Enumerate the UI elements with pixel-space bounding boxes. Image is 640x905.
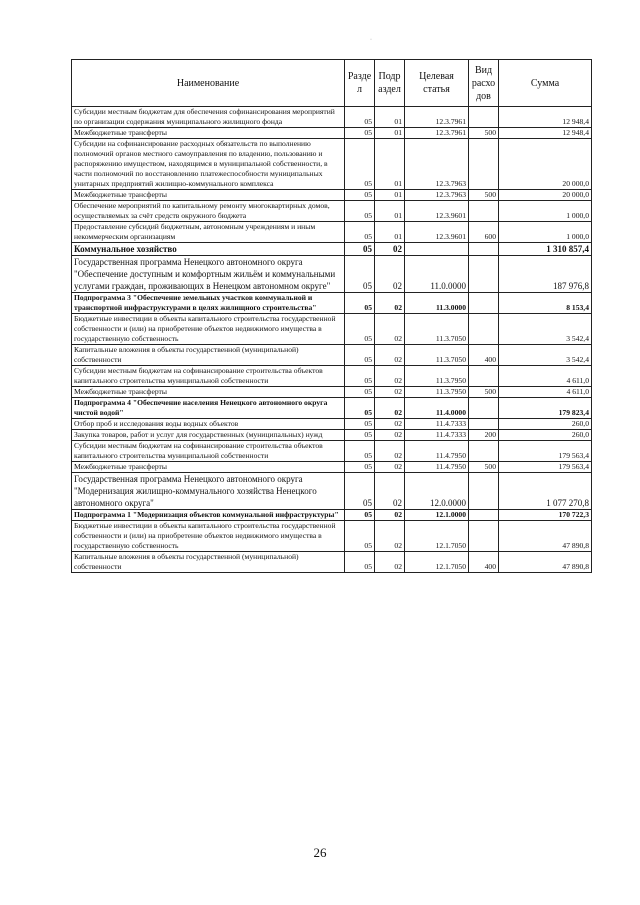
cell-summa: 20 000,0 — [499, 139, 592, 190]
cell-summa: 179 823,4 — [499, 398, 592, 419]
cell-name: Отбор проб и исследования воды водных объектов — [72, 419, 345, 430]
cell-celevaya: 11.4.7333 — [405, 430, 469, 441]
cell-podrazdel: 02 — [375, 473, 405, 510]
cell-summa: 47 890,8 — [499, 552, 592, 573]
cell-celevaya: 11.3.0000 — [405, 293, 469, 314]
cell-vid — [469, 510, 499, 521]
table-row — [72, 510, 592, 521]
cell-summa: 8 153,4 — [499, 293, 592, 314]
cell-podrazdel: 01 — [375, 107, 405, 128]
cell-vid: 200 — [469, 430, 499, 441]
cell-name: Капитальные вложения в объекты государственной (муниципальной) собственности — [72, 345, 345, 366]
header-summa: Сумма — [499, 60, 592, 107]
cell-name: Межбюджетные трансферты — [72, 128, 345, 139]
table-row — [72, 201, 592, 222]
cell-podrazdel: 02 — [375, 552, 405, 573]
cell-name: Межбюджетные трансферты — [72, 387, 345, 398]
cell-summa: 179 563,4 — [499, 441, 592, 462]
table-row — [72, 314, 592, 345]
cell-summa: 1 077 270,8 — [499, 473, 592, 510]
cell-razdel: 05 — [345, 510, 375, 521]
budget-table — [71, 59, 592, 573]
header-podrazdel: Подр аздел — [375, 60, 405, 107]
cell-vid — [469, 398, 499, 419]
cell-name: Подпрограмма 4 "Обеспечение населения Ненецкого автономного округа чистой водой" — [72, 398, 345, 419]
cell-name: Бюджетные инвестиции в объекты капитального строительства государственной собственности и (или) на приобретение объектов недвижимого имущества в государственную собственность — [72, 314, 345, 345]
cell-razdel: 05 — [345, 419, 375, 430]
cell-summa: 47 890,8 — [499, 521, 592, 552]
table-row — [72, 222, 592, 243]
table-row — [72, 419, 592, 430]
cell-name: Обеспечение мероприятий по капитальному ремонту многоквартирных домов, осуществляемых за счёт средств окружного бюджета — [72, 201, 345, 222]
table-row — [72, 345, 592, 366]
cell-razdel: 05 — [345, 387, 375, 398]
cell-vid: 400 — [469, 345, 499, 366]
cell-razdel: 05 — [345, 190, 375, 201]
cell-summa: 20 000,0 — [499, 190, 592, 201]
cell-razdel: 05 — [345, 222, 375, 243]
table-row — [72, 107, 592, 128]
table-row — [72, 441, 592, 462]
cell-podrazdel: 02 — [375, 510, 405, 521]
cell-razdel: 05 — [345, 293, 375, 314]
cell-razdel: 05 — [345, 430, 375, 441]
cell-vid — [469, 521, 499, 552]
cell-celevaya: 12.0.0000 — [405, 473, 469, 510]
cell-celevaya: 11.3.7050 — [405, 314, 469, 345]
cell-razdel: 05 — [345, 243, 375, 256]
cell-razdel: 05 — [345, 366, 375, 387]
cell-razdel: 05 — [345, 441, 375, 462]
cell-razdel: 05 — [345, 462, 375, 473]
header-celevaya: Целевая статья — [405, 60, 469, 107]
cell-celevaya: 11.4.7950 — [405, 441, 469, 462]
cell-celevaya: 12.3.7961 — [405, 128, 469, 139]
cell-name: Капитальные вложения в объекты государственной (муниципальной) собственности — [72, 552, 345, 573]
cell-summa: 170 722,3 — [499, 510, 592, 521]
cell-podrazdel: 02 — [375, 398, 405, 419]
table-row — [72, 462, 592, 473]
cell-podrazdel: 02 — [375, 419, 405, 430]
cell-podrazdel: 02 — [375, 387, 405, 398]
cell-razdel: 05 — [345, 473, 375, 510]
table-row — [72, 139, 592, 190]
cell-vid: 500 — [469, 190, 499, 201]
cell-podrazdel: 01 — [375, 201, 405, 222]
table-row — [72, 521, 592, 552]
cell-celevaya: 12.3.7963 — [405, 190, 469, 201]
cell-vid: 500 — [469, 387, 499, 398]
cell-summa: 3 542,4 — [499, 314, 592, 345]
cell-vid — [469, 419, 499, 430]
cell-summa: 187 976,8 — [499, 256, 592, 293]
cell-summa: 4 611,0 — [499, 366, 592, 387]
cell-razdel: 05 — [345, 314, 375, 345]
cell-name: Подпрограмма 1 "Модернизация объектов коммунальной инфраструктуры" — [72, 510, 345, 521]
table-row — [72, 473, 592, 510]
table-row — [72, 398, 592, 419]
cell-name: Коммунальное хозяйство — [72, 243, 345, 256]
cell-name: Субсидии на софинансирование расходных обязательств по выполнению полномочий органов местного самоуправления по владению, пользованию и распоряжению имуществом, находящимся в муниципальной собственности, в части полномочий по восстановлению платежеспособности муниципальных унитарных предприятий жилищно-коммунального комплекса — [72, 139, 345, 190]
cell-name: Подпрограмма 3 "Обеспечение земельных участков коммунальной и транспортной инфраструктурами в целях жилищного строительства" — [72, 293, 345, 314]
cell-celevaya: 12.1.7050 — [405, 521, 469, 552]
header-razdel: Разде л — [345, 60, 375, 107]
cell-podrazdel: 01 — [375, 190, 405, 201]
cell-name: Субсидии местным бюджетам для обеспечения софинансирования мероприятий по организации содержания муниципального жилищного фонда — [72, 107, 345, 128]
cell-name: Субсидии местным бюджетам на софинансирование строительства объектов капитального строительства муниципальной собственности — [72, 441, 345, 462]
cell-celevaya: 12.3.7961 — [405, 107, 469, 128]
cell-vid — [469, 256, 499, 293]
cell-vid — [469, 441, 499, 462]
cell-podrazdel: 02 — [375, 314, 405, 345]
page-mark: · — [370, 37, 372, 43]
cell-summa: 12 948,4 — [499, 107, 592, 128]
cell-razdel: 05 — [345, 256, 375, 293]
cell-celevaya: 11.3.7950 — [405, 387, 469, 398]
cell-celevaya: 11.4.0000 — [405, 398, 469, 419]
cell-podrazdel: 02 — [375, 441, 405, 462]
cell-summa: 3 542,4 — [499, 345, 592, 366]
cell-celevaya: 11.0.0000 — [405, 256, 469, 293]
cell-name: Закупка товаров, работ и услуг для государственных (муниципальных) нужд — [72, 430, 345, 441]
cell-podrazdel: 02 — [375, 345, 405, 366]
header-name: Наименование — [72, 60, 345, 107]
cell-celevaya: 12.3.9601 — [405, 201, 469, 222]
cell-vid — [469, 473, 499, 510]
cell-celevaya: 12.1.0000 — [405, 510, 469, 521]
cell-celevaya: 11.4.7333 — [405, 419, 469, 430]
cell-celevaya — [405, 243, 469, 256]
cell-celevaya: 11.3.7050 — [405, 345, 469, 366]
cell-razdel: 05 — [345, 521, 375, 552]
cell-vid — [469, 314, 499, 345]
cell-razdel: 05 — [345, 552, 375, 573]
cell-name: Субсидии местным бюджетам на софинансирование строительства объектов капитального строительства муниципальной собственности — [72, 366, 345, 387]
cell-vid: 500 — [469, 462, 499, 473]
cell-podrazdel: 02 — [375, 430, 405, 441]
cell-vid: 600 — [469, 222, 499, 243]
cell-vid — [469, 293, 499, 314]
cell-summa: 4 611,0 — [499, 387, 592, 398]
cell-summa: 260,0 — [499, 430, 592, 441]
cell-podrazdel: 02 — [375, 256, 405, 293]
cell-vid — [469, 139, 499, 190]
table-row — [72, 256, 592, 293]
cell-name: Межбюджетные трансферты — [72, 190, 345, 201]
cell-celevaya: 11.3.7950 — [405, 366, 469, 387]
table-row — [72, 387, 592, 398]
table-row — [72, 366, 592, 387]
cell-name: Государственная программа Ненецкого автономного округа "Модернизация жилищно-коммунального хозяйства Ненецкого автономного округа" — [72, 473, 345, 510]
table-row — [72, 243, 592, 256]
cell-razdel: 05 — [345, 398, 375, 419]
cell-podrazdel: 02 — [375, 366, 405, 387]
cell-razdel: 05 — [345, 128, 375, 139]
cell-vid — [469, 366, 499, 387]
cell-celevaya: 12.3.9601 — [405, 222, 469, 243]
table-row — [72, 293, 592, 314]
cell-podrazdel: 02 — [375, 521, 405, 552]
cell-podrazdel: 02 — [375, 243, 405, 256]
cell-vid — [469, 243, 499, 256]
cell-summa: 12 948,4 — [499, 128, 592, 139]
cell-vid: 500 — [469, 128, 499, 139]
cell-vid: 400 — [469, 552, 499, 573]
table-row — [72, 552, 592, 573]
cell-name: Бюджетные инвестиции в объекты капитального строительства государственной собственности и (или) на приобретение объектов недвижимого имущества в государственную собственность — [72, 521, 345, 552]
page-number: 26 — [313, 845, 327, 860]
cell-name: Межбюджетные трансферты — [72, 462, 345, 473]
cell-name: Государственная программа Ненецкого автономного округа "Обеспечение доступным и комфортным жильём и коммунальными услугами граждан, проживающих в Ненецком автономном округе" — [72, 256, 345, 293]
cell-summa: 1 000,0 — [499, 201, 592, 222]
cell-podrazdel: 01 — [375, 128, 405, 139]
cell-podrazdel: 01 — [375, 222, 405, 243]
table-row — [72, 128, 592, 139]
cell-razdel: 05 — [345, 139, 375, 190]
cell-summa: 1 310 857,4 — [499, 243, 592, 256]
cell-razdel: 05 — [345, 107, 375, 128]
cell-podrazdel: 02 — [375, 293, 405, 314]
header-vid: Вид расхо дов — [469, 60, 499, 107]
table-header-row — [72, 60, 592, 107]
cell-podrazdel: 02 — [375, 462, 405, 473]
cell-celevaya: 12.3.7963 — [405, 139, 469, 190]
cell-name: Предоставление субсидий бюджетным, автономным учреждениям и иным некоммерческим организациям — [72, 222, 345, 243]
table-row — [72, 430, 592, 441]
cell-razdel: 05 — [345, 345, 375, 366]
cell-vid — [469, 201, 499, 222]
cell-summa: 1 000,0 — [499, 222, 592, 243]
cell-celevaya: 11.4.7950 — [405, 462, 469, 473]
cell-summa: 260,0 — [499, 419, 592, 430]
cell-celevaya: 12.1.7050 — [405, 552, 469, 573]
cell-razdel: 05 — [345, 201, 375, 222]
cell-summa: 179 563,4 — [499, 462, 592, 473]
cell-vid — [469, 107, 499, 128]
table-row — [72, 190, 592, 201]
cell-podrazdel: 01 — [375, 139, 405, 190]
